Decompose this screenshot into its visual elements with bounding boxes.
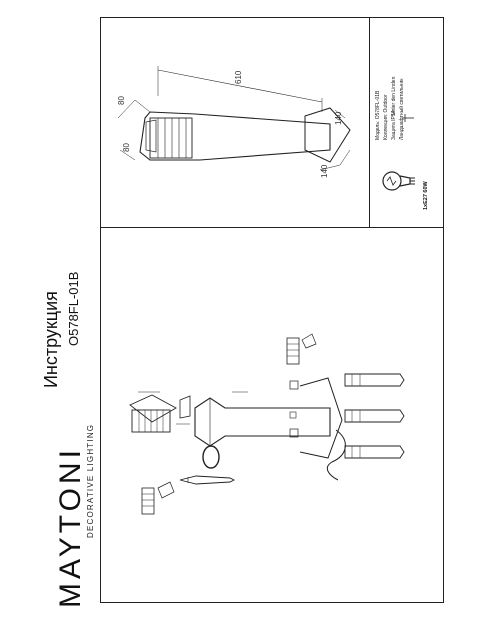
power-rating: 1xE27 60W xyxy=(423,181,429,210)
dimension-base-b: 140 xyxy=(334,111,343,125)
spec-collection: Коллекция: Outdoor xyxy=(383,94,389,140)
detail-inset-top xyxy=(287,334,316,364)
spec-type: Ландшафтный светильник xyxy=(399,78,405,140)
spec-series: Unter den Linden xyxy=(391,76,397,115)
spec-protection: Защита IP54 xyxy=(391,110,397,140)
anchor-bolts xyxy=(345,374,404,458)
dimension-length: 610 xyxy=(234,70,243,84)
detail-inset-bottom xyxy=(142,482,174,514)
dimension-width-b: 80 xyxy=(122,143,131,152)
dimension-width-a: 80 xyxy=(117,96,126,105)
bulb-icon xyxy=(383,172,415,190)
assembly-drawing xyxy=(130,334,404,514)
model-code: O578FL-01B xyxy=(66,271,81,346)
document-title: Инструкция xyxy=(41,291,61,388)
dimension-base-a: 140 xyxy=(320,164,329,178)
spec-model: Модель: O578FL-01B xyxy=(375,90,381,140)
dimension-drawing xyxy=(118,66,350,170)
brand-logo: MAYTONI xyxy=(54,446,87,608)
ground-symbol-icon xyxy=(402,114,414,122)
brand-tagline: DECORATIVE LIGHTING xyxy=(86,423,95,538)
